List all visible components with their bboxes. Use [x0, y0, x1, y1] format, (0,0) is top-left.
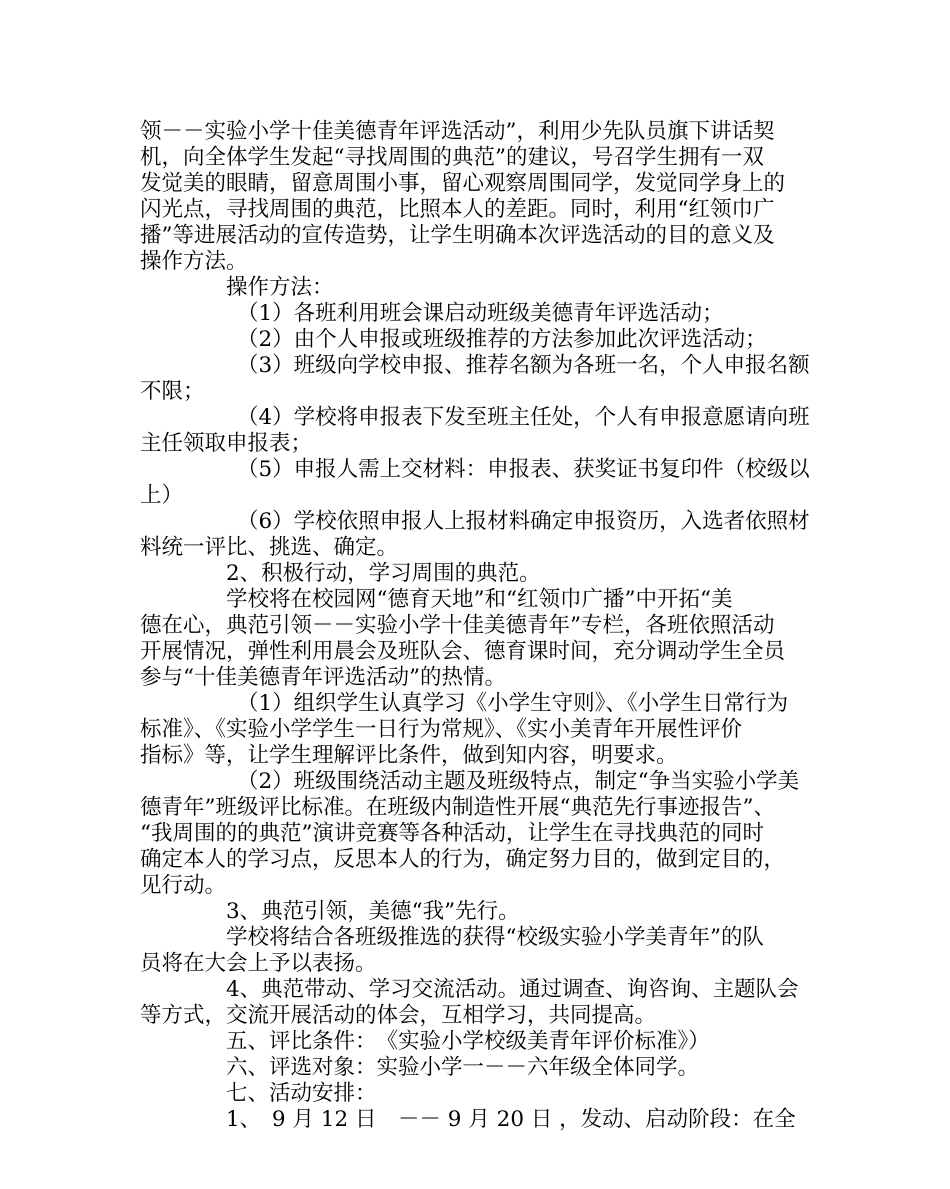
text-line: 开展情况，弹性利用晨会及班队会、德育课时间，充分调动学生全员	[140, 639, 786, 664]
text-line: 操作方法。	[140, 249, 248, 274]
paragraph-start: 学校将结合各班级推选的获得“校级实验小学美青年”的队	[226, 925, 764, 950]
list-item: （4）学校将申报表下发至班主任处，个人有申报意愿请向班	[237, 405, 810, 430]
text-line: 德在心，典范引领－－实验小学十佳美德青年”专栏，各班依照活动	[140, 613, 775, 638]
text-line: 确定本人的学习点，反思本人的行为，确定努力目的，做到定目的，	[140, 847, 786, 872]
text-line: 领－－实验小学十佳美德青年评选活动”，利用少先队员旗下讲话契	[140, 119, 775, 144]
section-heading: 五、评比条件： 《实验小学校级美青年评价标准》）	[226, 1029, 710, 1054]
text-line: 播”等进展活动的宣传造势，让学生明确本次评选活动的目的意义及	[140, 223, 775, 248]
text-line: 见行动。	[140, 873, 227, 898]
text-line: 指标》等，让学生理解评比条件，做到知内容，明要求。	[140, 743, 678, 768]
section-heading: 2、积极行动，学习周围的典范。	[226, 561, 541, 586]
text-line: 料统一评比、挑选、确定。	[140, 535, 399, 560]
list-item: （5）申报人需上交材料：申报表、获奖证书复印件（校级以	[237, 457, 810, 482]
list-item: （3）班级向学校申报、推荐名额为各班一名，个人申报名额	[237, 353, 810, 378]
text-line: 不限；	[140, 379, 205, 404]
paragraph-start: 学校将在校园网“德育天地”和“红领巾广播”中开拓“美	[226, 587, 733, 612]
section-heading: 3、典范引领，美德“我”先行。	[226, 899, 520, 924]
text-line: 德青年”班级评比标准。在班级内制造性开展“典范先行事迹报告”、	[140, 795, 775, 820]
list-item: （2）班级围绕活动主题及班级特点，制定“争当实验小学美	[237, 769, 800, 794]
text-line: 主任领取申报表；	[140, 431, 313, 456]
list-item: （1）各班利用班会课启动班级美德青年评选活动；	[237, 301, 724, 326]
list-item: （2）由个人申报或班级推荐的方法参加此次评选活动；	[237, 327, 767, 352]
text-line: 等方式，交流开展活动的体会，互相学习，共同提高。	[140, 1003, 657, 1028]
text-line: 员将在大会上予以表扬。	[140, 951, 377, 976]
section-heading: 操作方法：	[226, 275, 334, 300]
text-line: 参与“十佳美德青年评选活动”的热情。	[140, 665, 506, 690]
text-line: 机，向全体学生发起“寻找周围的典范”的建议，号召学生拥有一双	[140, 145, 764, 170]
section-heading: 4、典范带动、学习交流活动。通过调查、询咨询、主题队会	[226, 977, 799, 1002]
text-line: 闪光点，寻找周围的典范，比照本人的差距。同时，利用“红领巾广	[140, 197, 775, 222]
text-line: 标准》、《实验小学学生一日行为常规》、《实小美青年开展性评价	[140, 717, 743, 742]
text-line: “我周围的的典范”演讲竞赛等各种活动，让学生在寻找典范的同时	[140, 821, 764, 846]
text-line: 上）	[140, 483, 184, 508]
section-heading: 六、评选对象：实验小学一－－六年级全体同学。	[226, 1055, 700, 1080]
text-line: 发觉美的眼睛，留意周围小事，留心观察周围同学，发觉同学身上的	[140, 171, 786, 196]
document-page	[140, 119, 810, 1133]
list-item: （6）学校依照申报人上报材料确定申报资历，入选者依照材	[237, 509, 810, 534]
list-item: （1）组织学生认真学习《小学生守则》、《小学生日常行为	[237, 691, 789, 716]
paragraph-start: 1、 9 月 12 日 －－ 9 月 20 日 ，发动、启动阶段：在全	[226, 1107, 796, 1132]
section-heading: 七、活动安排：	[226, 1081, 377, 1106]
